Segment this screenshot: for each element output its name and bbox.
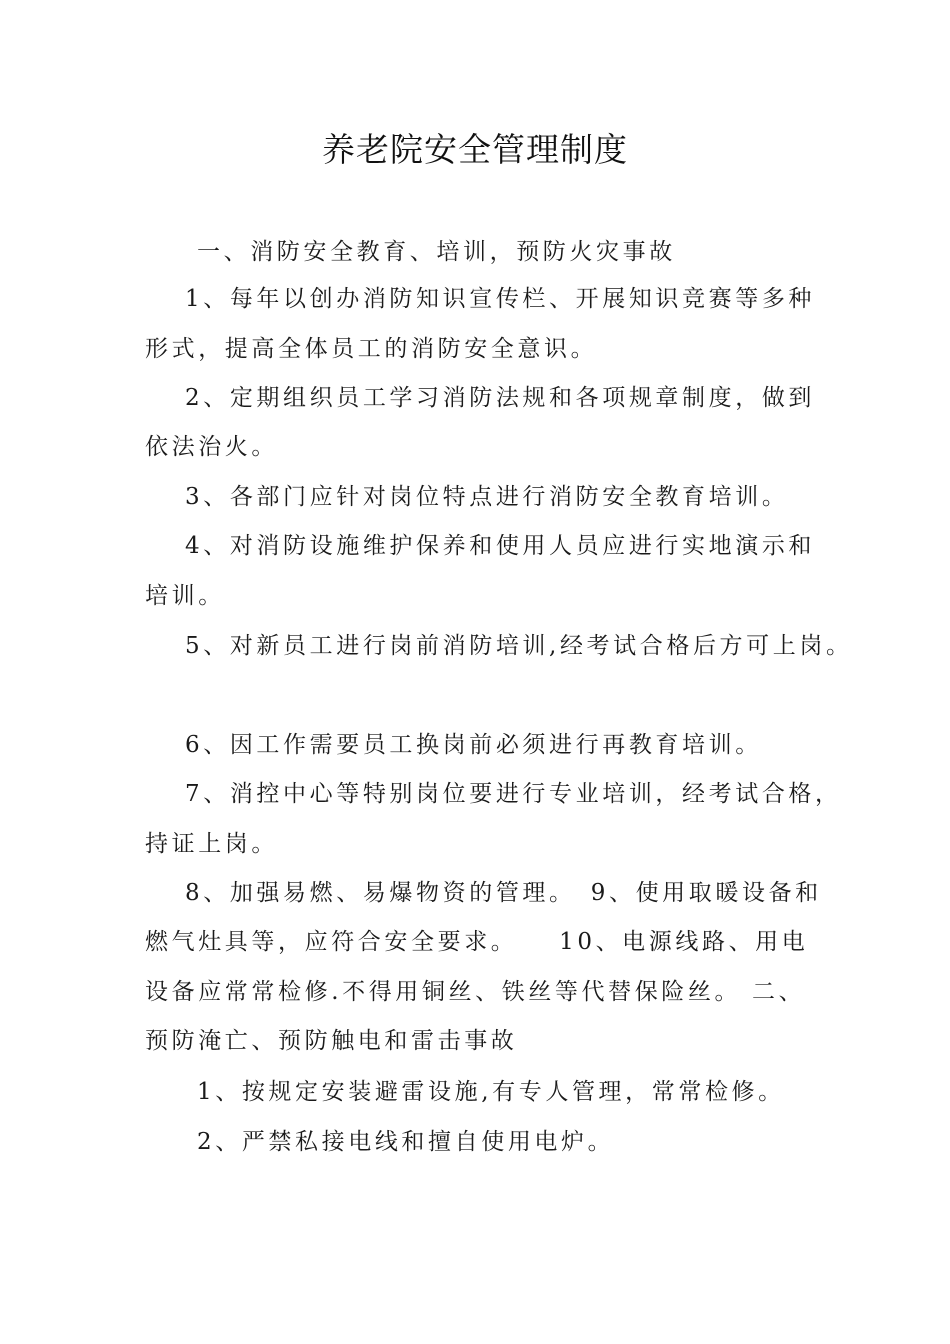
paragraph-line: 3、各部门应针对岗位特点进行消防安全教育培训。 <box>185 484 789 510</box>
paragraph-line: 设备应常常检修.不得用铜丝、铁丝等代替保险丝。 二、 <box>145 979 806 1005</box>
paragraph-line: 形式，提高全体员工的消防安全意识。 <box>145 336 598 362</box>
document-title: 养老院安全管理制度 <box>322 130 628 169</box>
paragraph-line: 1、按规定安装避雷设施,有专人管理，常常检修。 <box>197 1079 785 1105</box>
paragraph-line: 1、每年以创办消防知识宣传栏、开展知识竞赛等多种 <box>185 286 816 312</box>
paragraph-line: 持证上岗。 <box>145 831 278 857</box>
section-heading-fire-safety: 一、消防安全教育、培训，预防火灾事故 <box>197 239 676 265</box>
paragraph-line: 2、定期组织员工学习消防法规和各项规章制度，做到 <box>185 385 816 411</box>
paragraph-line: 燃气灶具等，应符合安全要求。 10、电源线路、用电 <box>145 929 809 955</box>
paragraph-line: 8、加强易燃、易爆物资的管理。 9、使用取暖设备和 <box>185 880 822 906</box>
paragraph-line: 依法治火。 <box>145 434 278 460</box>
paragraph-line: 7、消控中心等特别岗位要进行专业培训，经考试合格， <box>185 781 842 807</box>
paragraph-line: 5、对新员工进行岗前消防培训,经考试合格后方可上岗。 <box>185 633 853 659</box>
section-heading-drowning-electric: 预防淹亡、预防触电和雷击事故 <box>145 1028 518 1054</box>
paragraph-line: 6、因工作需要员工换岗前必须进行再教育培训。 <box>185 732 762 758</box>
paragraph-line: 2、严禁私接电线和擅自使用电炉。 <box>197 1129 615 1155</box>
paragraph-line: 培训。 <box>145 583 225 609</box>
paragraph-line: 4、对消防设施维护保养和使用人员应进行实地演示和 <box>185 533 816 559</box>
